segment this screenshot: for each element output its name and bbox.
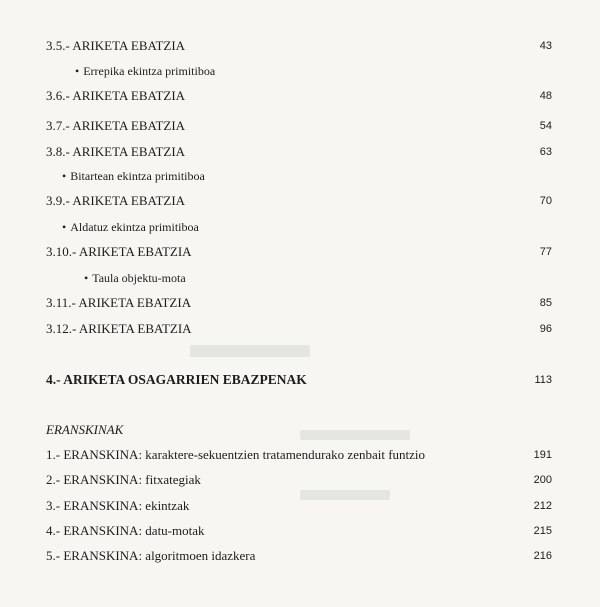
toc-entry (0, 320, 600, 338)
toc-entry-label: 3.11.- ARIKETA EBATZIA (46, 295, 192, 310)
appendix-entry-label: 1.- ERANSKINA: karaktere-sekuentzien tratamendurako zenbait funtzio (46, 447, 426, 462)
appendix-entry (0, 547, 600, 565)
toc-subentry-label: Aldatuz ekintza primitiboa (70, 220, 199, 234)
scan-smudge (190, 345, 310, 357)
toc-entry (0, 192, 600, 210)
toc-entry-page: 96 (539, 323, 552, 335)
toc-chapter-entry (0, 371, 600, 389)
appendix-entry (0, 446, 600, 464)
appendix-heading-label: ERANSKINAK (46, 422, 124, 437)
toc-subentry (0, 269, 600, 287)
appendix-entry-label: 3.- ERANSKINA: ekintzak (46, 498, 190, 513)
toc-entry-label: 3.10.- ARIKETA EBATZIA (46, 244, 192, 259)
toc-entry-label: 3.12.- ARIKETA EBATZIA (46, 321, 192, 336)
toc-entry (0, 294, 600, 312)
toc-entry-page: 54 (539, 120, 552, 132)
toc-entry (0, 143, 600, 161)
appendix-entry (0, 522, 600, 540)
toc-entry-page: 63 (539, 146, 552, 158)
toc-entry (0, 117, 600, 135)
toc-chapter-label: 4.- ARIKETA OSAGARRIEN EBAZPENAK (46, 372, 307, 387)
appendix-entry-page: 191 (533, 449, 552, 461)
appendix-entry (0, 497, 600, 515)
bullet-icon: • (84, 271, 89, 285)
appendix-entry-page: 212 (533, 500, 552, 512)
bullet-icon: • (62, 220, 67, 234)
appendix-entry-page: 215 (533, 525, 552, 537)
toc-entry (0, 37, 600, 55)
toc-entry-label: 3.6.- ARIKETA EBATZIA (46, 88, 186, 103)
toc-entry-page: 43 (539, 40, 552, 52)
toc-subentry-label: Taula objektu-mota (92, 271, 186, 285)
toc-subentry-label: Errepika ekintza primitiboa (83, 64, 216, 78)
toc-entry-page: 48 (539, 90, 552, 102)
toc-entry-page: 85 (539, 297, 552, 309)
appendix-entry-label: 5.- ERANSKINA: algoritmoen idazkera (46, 548, 256, 563)
toc-subentry (0, 218, 600, 236)
appendix-entry-page: 216 (533, 550, 552, 562)
appendix-heading (0, 421, 600, 439)
toc-entry-label: 3.9.- ARIKETA EBATZIA (46, 193, 186, 208)
toc-entry (0, 87, 600, 105)
toc-entry-label: 3.5.- ARIKETA EBATZIA (46, 38, 186, 53)
toc-subentry-label: Bitartean ekintza primitiboa (70, 169, 205, 183)
toc-entry-label: 3.8.- ARIKETA EBATZIA (46, 144, 186, 159)
toc-subentry (0, 167, 600, 185)
bullet-icon: • (75, 64, 80, 78)
toc-subentry (0, 62, 600, 80)
appendix-entry (0, 471, 600, 489)
toc-chapter-page: 113 (534, 374, 552, 386)
toc-entry-page: 70 (539, 195, 552, 207)
appendix-entry-label: 2.- ERANSKINA: fitxategiak (46, 472, 201, 487)
appendix-entry-label: 4.- ERANSKINA: datu-motak (46, 523, 205, 538)
appendix-entry-page: 200 (533, 474, 552, 486)
toc-entry (0, 243, 600, 261)
toc-entry-page: 77 (539, 246, 552, 258)
bullet-icon: • (62, 169, 67, 183)
toc-entry-label: 3.7.- ARIKETA EBATZIA (46, 118, 186, 133)
